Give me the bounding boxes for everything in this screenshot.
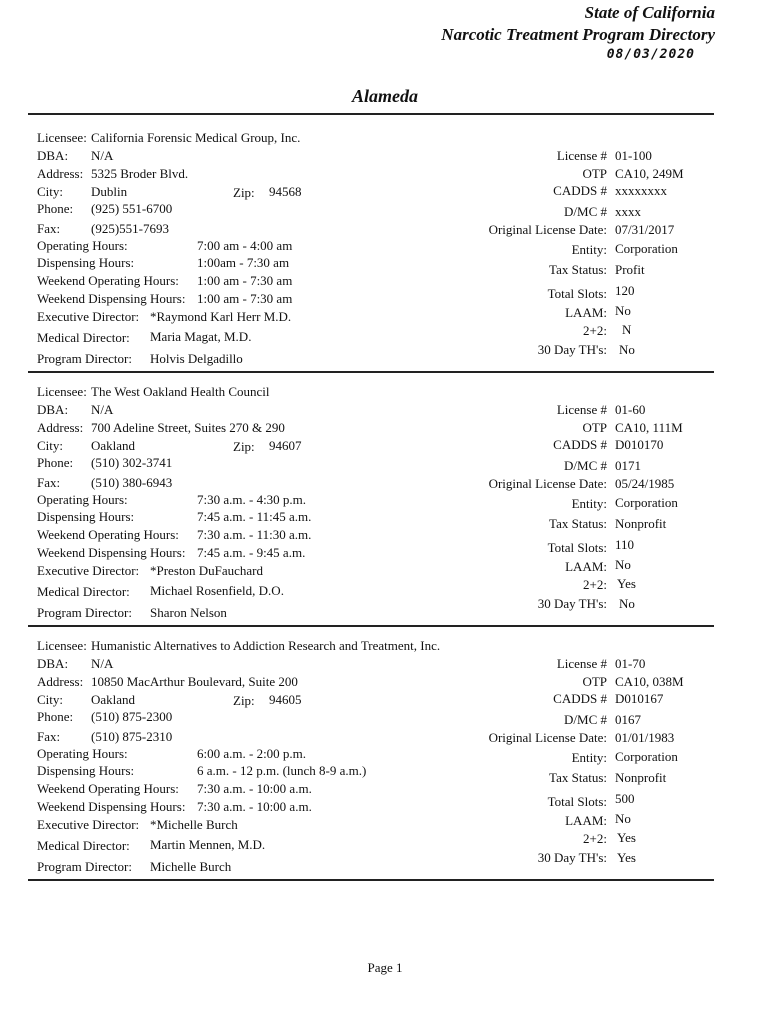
operating-hours-label: Operating Hours:	[37, 746, 128, 761]
fax-value: (925)551-7693	[91, 221, 169, 236]
dmc-value: xxxx	[615, 204, 641, 219]
medical-director-label: Medical Director:	[37, 838, 130, 853]
phone-value: (510) 302-3741	[91, 455, 173, 470]
medical-director-value: Michael Rosenfield, D.O.	[150, 583, 284, 598]
laam-value: No	[615, 811, 631, 826]
license-label: License #	[556, 656, 607, 671]
program-director-value: Sharon Nelson	[150, 605, 227, 620]
two-plus-two-value: Yes	[617, 576, 636, 591]
weekend-dispensing-hours-value: 1:00 am - 7:30 am	[197, 291, 293, 306]
program-director-value: Michelle Burch	[150, 859, 232, 874]
otp-value: CA10, 038M	[615, 674, 684, 689]
thirty-day-label: 30 Day TH's:	[537, 850, 607, 865]
dba-value: N/A	[91, 402, 114, 417]
weekend-dispensing-hours-label: Weekend Dispensing Hours:	[37, 291, 186, 306]
program-entry	[0, 0, 770, 366]
weekend-dispensing-hours-label: Weekend Dispensing Hours:	[37, 799, 186, 814]
original-license-date-label: Original License Date:	[488, 730, 607, 745]
laam-value: No	[615, 557, 631, 572]
cadds-value: xxxxxxxx	[615, 183, 667, 198]
fax-label: Fax:	[37, 475, 61, 490]
phone-label: Phone:	[37, 709, 74, 724]
total-slots-value: 500	[615, 791, 635, 806]
two-plus-two-label: 2+2:	[583, 831, 607, 846]
dmc-label: D/MC #	[564, 458, 607, 473]
header-state: State of California	[584, 3, 715, 22]
dispensing-hours-label: Dispensing Hours:	[37, 763, 135, 778]
weekend-operating-hours-label: Weekend Operating Hours:	[37, 527, 179, 542]
program-entry	[0, 254, 770, 620]
license-value: 01-100	[615, 148, 652, 163]
city-label: City:	[37, 692, 64, 707]
fax-value: (510) 380-6943	[91, 475, 173, 490]
original-license-date-value: 05/24/1985	[615, 476, 675, 491]
city-value: Oakland	[91, 438, 136, 453]
two-plus-two-value: Yes	[617, 830, 636, 845]
executive-director-label: Executive Director:	[37, 563, 140, 578]
executive-director-label: Executive Director:	[37, 309, 140, 324]
operating-hours-value: 7:00 am - 4:00 am	[197, 238, 293, 253]
weekend-operating-hours-label: Weekend Operating Hours:	[37, 273, 179, 288]
weekend-operating-hours-label: Weekend Operating Hours:	[37, 781, 179, 796]
tax-status-label: Tax Status:	[549, 516, 607, 531]
licensee-label: Licensee:	[37, 638, 87, 653]
program-director-label: Program Director:	[37, 351, 132, 366]
two-plus-two-label: 2+2:	[583, 323, 607, 338]
zip-value: 94607	[269, 438, 302, 453]
dmc-label: D/MC #	[564, 204, 607, 219]
total-slots-label: Total Slots:	[547, 286, 607, 301]
laam-value: No	[615, 303, 631, 318]
entity-label: Entity:	[571, 750, 607, 765]
cadds-label: CADDS #	[553, 691, 607, 706]
total-slots-value: 110	[615, 537, 635, 552]
county-heading: Alameda	[352, 86, 418, 106]
address-value: 700 Adeline Street, Suites 270 & 290	[91, 420, 285, 435]
two-plus-two-value: N	[622, 322, 632, 337]
weekend-dispensing-hours-value: 7:30 a.m. - 10:00 a.m.	[197, 799, 312, 814]
original-license-date-value: 01/01/1983	[615, 730, 675, 745]
phone-label: Phone:	[37, 455, 74, 470]
license-label: License #	[556, 402, 607, 417]
weekend-operating-hours-value: 7:30 a.m. - 10:00 a.m.	[197, 781, 312, 796]
medical-director-label: Medical Director:	[37, 330, 130, 345]
otp-label: OTP	[582, 166, 607, 181]
tax-status-value: Nonprofit	[615, 516, 667, 531]
dmc-value: 0171	[615, 458, 641, 473]
original-license-date-label: Original License Date:	[488, 476, 607, 491]
executive-director-value: *Preston DuFauchard	[150, 563, 264, 578]
entity-value: Corporation	[615, 241, 678, 256]
address-label: Address:	[37, 420, 84, 435]
zip-label: Zip:	[233, 185, 255, 200]
weekend-operating-hours-value: 7:30 a.m. - 11:30 a.m.	[197, 527, 312, 542]
dispensing-hours-label: Dispensing Hours:	[37, 255, 135, 270]
total-slots-label: Total Slots:	[547, 540, 607, 555]
fax-label: Fax:	[37, 729, 61, 744]
original-license-date-label: Original License Date:	[488, 222, 607, 237]
zip-label: Zip:	[233, 439, 255, 454]
dba-value: N/A	[91, 656, 114, 671]
otp-label: OTP	[582, 420, 607, 435]
otp-label: OTP	[582, 674, 607, 689]
header-date: 08/03/2020	[606, 47, 695, 62]
dispensing-hours-value: 7:45 a.m. - 11:45 a.m.	[197, 509, 312, 524]
tax-status-label: Tax Status:	[549, 262, 607, 277]
dmc-label: D/MC #	[564, 712, 607, 727]
address-value: 10850 MacArthur Boulevard, Suite 200	[91, 674, 298, 689]
licensee-value: The West Oakland Health Council	[91, 384, 270, 399]
weekend-dispensing-hours-value: 7:45 a.m. - 9:45 a.m.	[197, 545, 306, 560]
cadds-label: CADDS #	[553, 437, 607, 452]
thirty-day-value: No	[619, 596, 635, 611]
two-plus-two-label: 2+2:	[583, 577, 607, 592]
program-entry	[0, 508, 770, 874]
address-value: 5325 Broder Blvd.	[91, 166, 189, 181]
dispensing-hours-label: Dispensing Hours:	[37, 509, 135, 524]
original-license-date-value: 07/31/2017	[615, 222, 675, 237]
divider	[28, 879, 714, 881]
thirty-day-value: No	[619, 342, 635, 357]
medical-director-value: Martin Mennen, M.D.	[150, 837, 266, 852]
dba-label: DBA:	[37, 656, 69, 671]
dba-value: N/A	[91, 148, 114, 163]
laam-label: LAAM:	[565, 813, 607, 828]
total-slots-label: Total Slots:	[547, 794, 607, 809]
program-director-value: Holvis Delgadillo	[150, 351, 243, 366]
executive-director-value: *Michelle Burch	[150, 817, 238, 832]
licensee-value: California Forensic Medical Group, Inc.	[91, 130, 301, 145]
zip-value: 94568	[269, 184, 302, 199]
executive-director-label: Executive Director:	[37, 817, 140, 832]
medical-director-label: Medical Director:	[37, 584, 130, 599]
entity-label: Entity:	[571, 496, 607, 511]
cadds-value: D010167	[615, 691, 664, 706]
fax-value: (510) 875-2310	[91, 729, 173, 744]
phone-value: (510) 875-2300	[91, 709, 173, 724]
entity-value: Corporation	[615, 495, 678, 510]
zip-label: Zip:	[233, 693, 255, 708]
dispensing-hours-value: 1:00am - 7:30 am	[197, 255, 290, 270]
executive-director-value: *Raymond Karl Herr M.D.	[150, 309, 292, 324]
laam-label: LAAM:	[565, 559, 607, 574]
licensee-value: Humanistic Alternatives to Addiction Research and Treatment, Inc.	[91, 638, 441, 653]
cadds-label: CADDS #	[553, 183, 607, 198]
zip-value: 94605	[269, 692, 302, 707]
entity-label: Entity:	[571, 242, 607, 257]
operating-hours-label: Operating Hours:	[37, 238, 128, 253]
dba-label: DBA:	[37, 402, 69, 417]
operating-hours-value: 6:00 a.m. - 2:00 p.m.	[197, 746, 307, 761]
tax-status-label: Tax Status:	[549, 770, 607, 785]
cadds-value: D010170	[615, 437, 664, 452]
license-value: 01-70	[615, 656, 646, 671]
header-directory-title: Narcotic Treatment Program Directory	[441, 25, 715, 44]
medical-director-value: Maria Magat, M.D.	[150, 329, 252, 344]
phone-label: Phone:	[37, 201, 74, 216]
fax-label: Fax:	[37, 221, 61, 236]
laam-label: LAAM:	[565, 305, 607, 320]
city-label: City:	[37, 438, 64, 453]
operating-hours-label: Operating Hours:	[37, 492, 128, 507]
weekend-dispensing-hours-label: Weekend Dispensing Hours:	[37, 545, 186, 560]
city-value: Dublin	[91, 184, 128, 199]
address-label: Address:	[37, 166, 84, 181]
total-slots-value: 120	[615, 283, 635, 298]
program-director-label: Program Director:	[37, 605, 132, 620]
thirty-day-label: 30 Day TH's:	[537, 596, 607, 611]
license-label: License #	[556, 148, 607, 163]
thirty-day-value: Yes	[617, 850, 636, 865]
operating-hours-value: 7:30 a.m. - 4:30 p.m.	[197, 492, 307, 507]
dmc-value: 0167	[615, 712, 641, 727]
dba-label: DBA:	[37, 148, 69, 163]
otp-value: CA10, 249M	[615, 166, 684, 181]
city-value: Oakland	[91, 692, 136, 707]
thirty-day-label: 30 Day TH's:	[537, 342, 607, 357]
page-number: Page 1	[367, 960, 403, 975]
license-value: 01-60	[615, 402, 646, 417]
dispensing-hours-value: 6 a.m. - 12 p.m. (lunch 8-9 a.m.)	[197, 763, 367, 778]
weekend-operating-hours-value: 1:00 am - 7:30 am	[197, 273, 293, 288]
entity-value: Corporation	[615, 749, 678, 764]
address-label: Address:	[37, 674, 84, 689]
program-director-label: Program Director:	[37, 859, 132, 874]
licensee-label: Licensee:	[37, 130, 87, 145]
otp-value: CA10, 111M	[615, 420, 683, 435]
city-label: City:	[37, 184, 64, 199]
phone-value: (925) 551-6700	[91, 201, 173, 216]
tax-status-value: Nonprofit	[615, 770, 667, 785]
tax-status-value: Profit	[615, 262, 645, 277]
licensee-label: Licensee:	[37, 384, 87, 399]
